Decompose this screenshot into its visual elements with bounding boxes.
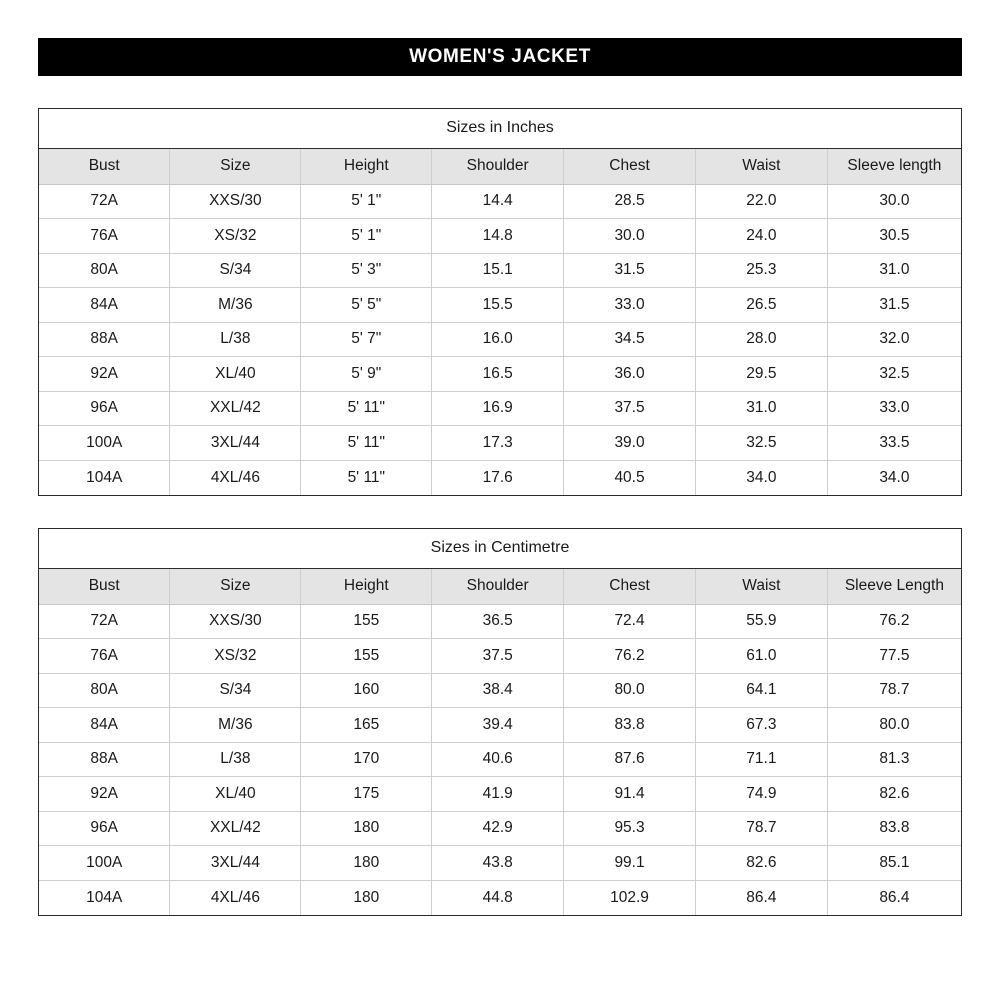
cell-size: 3XL/44	[170, 426, 301, 461]
cell-chest: 28.5	[564, 184, 696, 219]
cell-shoulder: 37.5	[432, 639, 564, 674]
cell-waist: 64.1	[695, 673, 827, 708]
column-header-waist: Waist	[695, 569, 827, 604]
cell-size: XL/40	[170, 777, 301, 812]
cell-chest: 34.5	[564, 322, 696, 357]
cell-bust: 72A	[39, 184, 170, 219]
inches-table-block	[38, 108, 962, 496]
cell-height: 5' 11"	[301, 460, 432, 495]
cell-bust: 80A	[39, 673, 170, 708]
cell-shoulder: 42.9	[432, 811, 564, 846]
cell-waist: 22.0	[695, 184, 827, 219]
cell-sleeve-length: 82.6	[827, 777, 961, 812]
inches-size-table	[39, 109, 961, 495]
cell-sleeve-length: 31.5	[827, 288, 961, 323]
cell-size: XXS/30	[170, 184, 301, 219]
cell-size: 4XL/46	[170, 880, 301, 915]
cell-shoulder: 14.4	[432, 184, 564, 219]
cell-chest: 87.6	[564, 742, 696, 777]
cell-height: 175	[301, 777, 432, 812]
cell-shoulder: 41.9	[432, 777, 564, 812]
cell-bust: 76A	[39, 219, 170, 254]
cell-bust: 84A	[39, 708, 170, 743]
table-row	[39, 253, 961, 288]
cell-size: L/38	[170, 322, 301, 357]
cell-chest: 99.1	[564, 846, 696, 881]
cell-size: XXS/30	[170, 604, 301, 639]
cell-shoulder: 16.0	[432, 322, 564, 357]
cell-height: 5' 11"	[301, 391, 432, 426]
cell-bust: 92A	[39, 357, 170, 392]
cell-chest: 102.9	[564, 880, 696, 915]
cell-size: XXL/42	[170, 391, 301, 426]
table-row	[39, 184, 961, 219]
cell-shoulder: 16.9	[432, 391, 564, 426]
page-title-text: WOMEN'S JACKET	[409, 46, 591, 67]
cell-sleeve-length: 85.1	[827, 846, 961, 881]
cell-bust: 84A	[39, 288, 170, 323]
cell-size: XXL/42	[170, 811, 301, 846]
cell-waist: 61.0	[695, 639, 827, 674]
cell-waist: 32.5	[695, 426, 827, 461]
cell-sleeve-length: 33.0	[827, 391, 961, 426]
cell-waist: 55.9	[695, 604, 827, 639]
cell-size: L/38	[170, 742, 301, 777]
cell-height: 5' 9"	[301, 357, 432, 392]
cell-bust: 80A	[39, 253, 170, 288]
cell-bust: 100A	[39, 846, 170, 881]
cell-bust: 96A	[39, 391, 170, 426]
cell-height: 5' 5"	[301, 288, 432, 323]
page-title	[38, 38, 962, 76]
cell-waist: 34.0	[695, 460, 827, 495]
table-row	[39, 811, 961, 846]
cell-bust: 96A	[39, 811, 170, 846]
table-row	[39, 604, 961, 639]
column-header-chest: Chest	[564, 149, 696, 184]
column-header-size: Size	[170, 569, 301, 604]
cell-size: M/36	[170, 708, 301, 743]
table-row	[39, 880, 961, 915]
cell-chest: 36.0	[564, 357, 696, 392]
cell-chest: 33.0	[564, 288, 696, 323]
table-row	[39, 322, 961, 357]
cell-waist: 31.0	[695, 391, 827, 426]
cell-size: XS/32	[170, 219, 301, 254]
cell-bust: 76A	[39, 639, 170, 674]
cell-bust: 88A	[39, 742, 170, 777]
table-header-row	[39, 569, 961, 604]
cell-sleeve-length: 78.7	[827, 673, 961, 708]
cell-sleeve-length: 32.5	[827, 357, 961, 392]
cell-bust: 92A	[39, 777, 170, 812]
cell-size: XS/32	[170, 639, 301, 674]
column-header-shoulder: Shoulder	[432, 149, 564, 184]
cell-height: 5' 1"	[301, 219, 432, 254]
table-row	[39, 742, 961, 777]
cell-waist: 82.6	[695, 846, 827, 881]
cell-height: 180	[301, 846, 432, 881]
table-row	[39, 357, 961, 392]
cell-sleeve-length: 30.0	[827, 184, 961, 219]
cell-sleeve-length: 32.0	[827, 322, 961, 357]
table-row	[39, 219, 961, 254]
cell-shoulder: 44.8	[432, 880, 564, 915]
centimetre-table-block	[38, 528, 962, 916]
cell-size: 3XL/44	[170, 846, 301, 881]
cell-chest: 76.2	[564, 639, 696, 674]
cell-height: 155	[301, 604, 432, 639]
inches-table-caption: Sizes in Inches	[39, 109, 961, 149]
cell-chest: 95.3	[564, 811, 696, 846]
table-row	[39, 460, 961, 495]
cell-waist: 78.7	[695, 811, 827, 846]
cell-size: XL/40	[170, 357, 301, 392]
cell-chest: 30.0	[564, 219, 696, 254]
cell-sleeve-length: 34.0	[827, 460, 961, 495]
column-header-chest: Chest	[564, 569, 696, 604]
cell-height: 180	[301, 811, 432, 846]
table-row	[39, 777, 961, 812]
cell-height: 160	[301, 673, 432, 708]
cell-sleeve-length: 31.0	[827, 253, 961, 288]
cell-shoulder: 17.6	[432, 460, 564, 495]
cell-chest: 72.4	[564, 604, 696, 639]
cell-sleeve-length: 80.0	[827, 708, 961, 743]
table-row	[39, 426, 961, 461]
cell-chest: 83.8	[564, 708, 696, 743]
cell-waist: 74.9	[695, 777, 827, 812]
cell-waist: 86.4	[695, 880, 827, 915]
column-header-height: Height	[301, 569, 432, 604]
table-row	[39, 846, 961, 881]
cell-shoulder: 16.5	[432, 357, 564, 392]
cell-height: 5' 11"	[301, 426, 432, 461]
column-header-bust: Bust	[39, 569, 170, 604]
cell-waist: 25.3	[695, 253, 827, 288]
cell-bust: 104A	[39, 460, 170, 495]
cell-waist: 71.1	[695, 742, 827, 777]
cell-height: 170	[301, 742, 432, 777]
cell-chest: 31.5	[564, 253, 696, 288]
table-row	[39, 673, 961, 708]
table-header-row	[39, 149, 961, 184]
cell-sleeve-length: 30.5	[827, 219, 961, 254]
cell-bust: 72A	[39, 604, 170, 639]
cell-waist: 26.5	[695, 288, 827, 323]
cell-height: 5' 1"	[301, 184, 432, 219]
column-header-sleeve-length: Sleeve length	[827, 149, 961, 184]
cell-bust: 100A	[39, 426, 170, 461]
cell-size: S/34	[170, 253, 301, 288]
cell-sleeve-length: 76.2	[827, 604, 961, 639]
cell-sleeve-length: 86.4	[827, 880, 961, 915]
cell-chest: 39.0	[564, 426, 696, 461]
cell-bust: 104A	[39, 880, 170, 915]
table-row	[39, 288, 961, 323]
cell-height: 5' 7"	[301, 322, 432, 357]
cell-chest: 40.5	[564, 460, 696, 495]
centimetre-size-table	[39, 529, 961, 915]
column-header-bust: Bust	[39, 149, 170, 184]
cell-shoulder: 36.5	[432, 604, 564, 639]
cell-shoulder: 38.4	[432, 673, 564, 708]
cell-shoulder: 15.5	[432, 288, 564, 323]
cell-chest: 37.5	[564, 391, 696, 426]
cell-shoulder: 15.1	[432, 253, 564, 288]
cell-height: 180	[301, 880, 432, 915]
column-header-waist: Waist	[695, 149, 827, 184]
cell-shoulder: 39.4	[432, 708, 564, 743]
cell-bust: 88A	[39, 322, 170, 357]
cell-waist: 67.3	[695, 708, 827, 743]
cell-chest: 91.4	[564, 777, 696, 812]
cell-size: S/34	[170, 673, 301, 708]
table-row	[39, 708, 961, 743]
cell-sleeve-length: 83.8	[827, 811, 961, 846]
cell-waist: 29.5	[695, 357, 827, 392]
cell-chest: 80.0	[564, 673, 696, 708]
cell-shoulder: 17.3	[432, 426, 564, 461]
cell-sleeve-length: 77.5	[827, 639, 961, 674]
cell-shoulder: 40.6	[432, 742, 564, 777]
column-header-sleeve-length: Sleeve Length	[827, 569, 961, 604]
table-row	[39, 391, 961, 426]
cell-shoulder: 43.8	[432, 846, 564, 881]
cell-shoulder: 14.8	[432, 219, 564, 254]
cell-waist: 24.0	[695, 219, 827, 254]
table-row	[39, 639, 961, 674]
column-header-shoulder: Shoulder	[432, 569, 564, 604]
cell-size: M/36	[170, 288, 301, 323]
centimetre-table-caption: Sizes in Centimetre	[39, 529, 961, 569]
cell-height: 155	[301, 639, 432, 674]
cell-height: 5' 3"	[301, 253, 432, 288]
cell-sleeve-length: 81.3	[827, 742, 961, 777]
column-header-height: Height	[301, 149, 432, 184]
cell-waist: 28.0	[695, 322, 827, 357]
cell-size: 4XL/46	[170, 460, 301, 495]
cell-sleeve-length: 33.5	[827, 426, 961, 461]
column-header-size: Size	[170, 149, 301, 184]
cell-height: 165	[301, 708, 432, 743]
